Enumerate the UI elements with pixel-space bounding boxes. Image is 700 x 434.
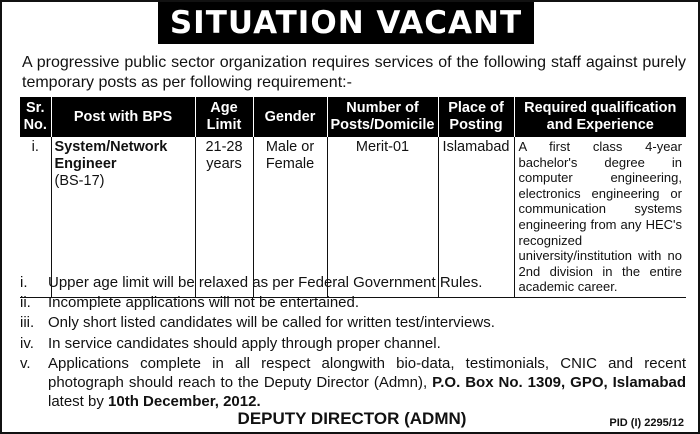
list-item-text: Upper age limit will be relaxed as per Federal Government Rules. bbox=[48, 274, 483, 291]
header-gender: Gender bbox=[253, 97, 327, 137]
cell-number-of-posts: Merit-01 bbox=[327, 137, 438, 297]
cell-age-limit: 21-28 years bbox=[195, 137, 253, 297]
table-header-row bbox=[20, 97, 686, 137]
list-marker: ii. bbox=[20, 294, 31, 312]
list-item bbox=[20, 313, 686, 333]
signature-title: DEPUTY DIRECTOR (ADMN) bbox=[237, 409, 467, 428]
intro-text: A progressive public sector organization requires services of the following staff against purely temporary posts as per following requirement:- bbox=[22, 54, 686, 91]
header-qualification: Required qualification and Experience bbox=[514, 97, 686, 137]
header-place-of-posting: Place of Posting bbox=[438, 97, 514, 137]
cell-qualification: A first class 4-year bachelor's degree in computer engineering, electronics engineering or communication systems engineering from any HEC's recognized university/institution with no 2nd division in the entire academic career. bbox=[514, 137, 686, 297]
cell-gender: Male or Female bbox=[253, 137, 327, 297]
list-marker: iv. bbox=[20, 334, 34, 352]
post-bps: (BS-17) bbox=[54, 173, 105, 189]
list-item-text: latest by bbox=[48, 392, 109, 410]
post-title: System/Network Engineer bbox=[54, 139, 168, 172]
list-item-text: Only short listed candidates will be called for written test/interviews. bbox=[48, 314, 495, 332]
list-item-text: Incomplete applications will not be entertained. bbox=[48, 294, 360, 312]
list-marker: i. bbox=[20, 274, 28, 291]
list-item bbox=[20, 334, 686, 354]
list-item bbox=[20, 293, 686, 313]
header-sr-no: Sr. No. bbox=[20, 97, 51, 137]
header-post: Post with BPS bbox=[51, 97, 195, 137]
requirements-table bbox=[20, 97, 686, 298]
list-marker: iii. bbox=[20, 314, 35, 332]
cell-place-of-posting: Islamabad bbox=[438, 137, 514, 297]
title-banner: SITUATION VACANT bbox=[158, 2, 534, 44]
header-age-limit: Age Limit bbox=[195, 97, 253, 137]
deadline-date: 10th December, 2012. bbox=[108, 392, 261, 410]
pid-number: PID (I) 2295/12 bbox=[609, 417, 684, 429]
header-number-of-posts: Number of Posts/Domicile bbox=[327, 97, 438, 137]
list-item-text: Applications complete in all respect alongwith bio-data, testimonials, CNIC and recent photograph should reach to the Deputy Director (Admn), bbox=[48, 354, 686, 391]
list-marker: v. bbox=[20, 354, 31, 372]
postal-address: P.O. Box No. 1309, GPO, Islamabad bbox=[432, 373, 687, 391]
conditions-list bbox=[20, 273, 686, 411]
list-item bbox=[20, 273, 686, 293]
list-item bbox=[20, 354, 686, 411]
list-item-text: In service candidates should apply through proper channel. bbox=[48, 334, 441, 352]
cell-sr-no: i. bbox=[20, 137, 51, 297]
